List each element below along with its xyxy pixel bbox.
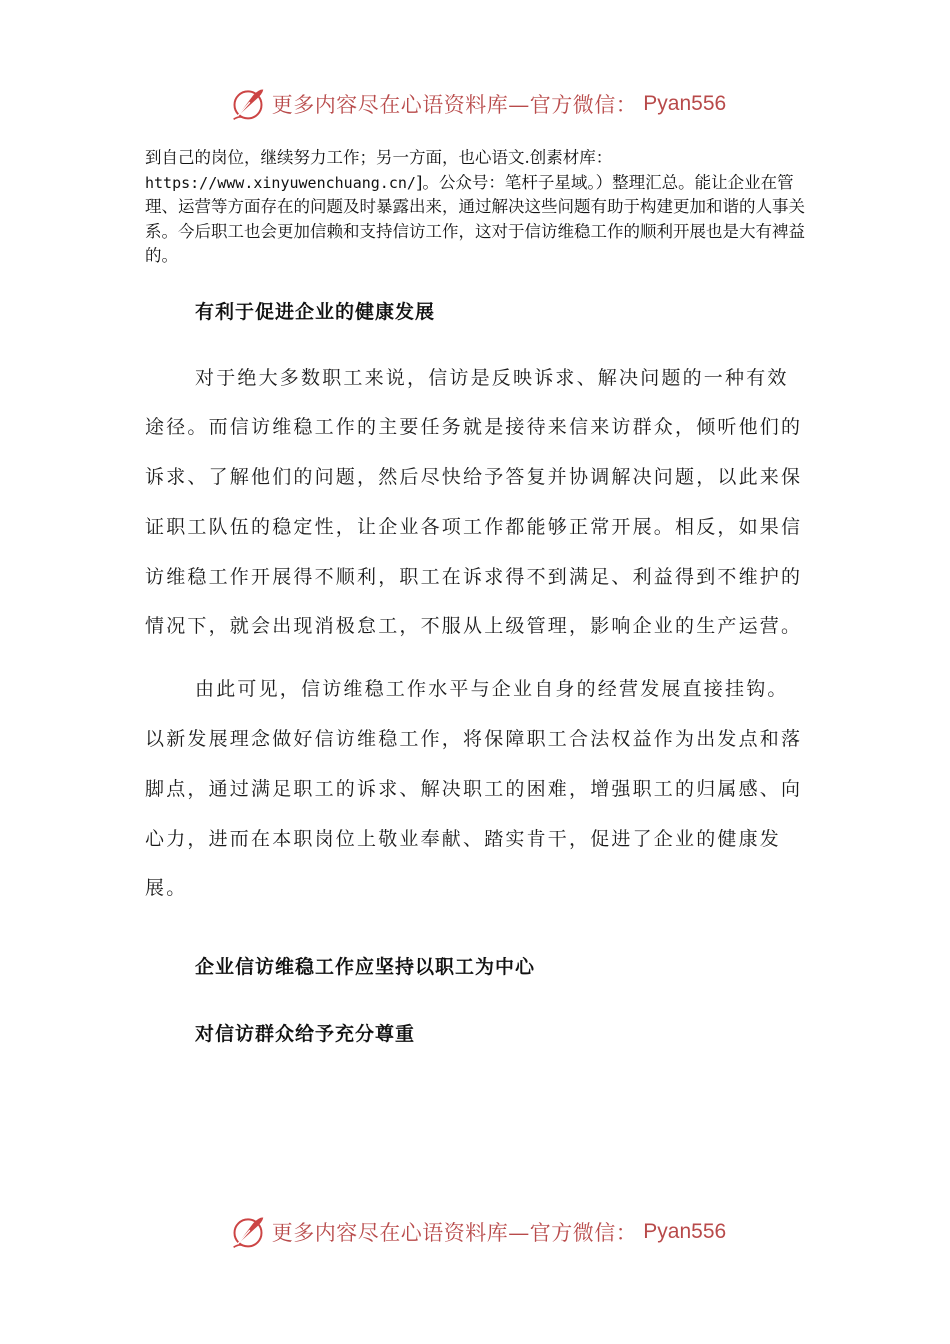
section-heading-respect-petitioners: 对信访群众给予充分尊重	[195, 1023, 416, 1046]
quill-pen-logo-icon	[230, 1214, 266, 1250]
intro-paragraph	[145, 146, 805, 269]
body-paragraph-2: 由此可见，信访维稳工作水平与企业自身的经营发展直接挂钩。以新发展理念做好信访维稳工作，将保障职工合法权益作为出发点和落脚点，通过满足职工的诉求、解决职工的困难，增强职工的归属感、向心力，进而在本职岗位上敬业奉献、踏实肯干，促进了企业的健康发展。	[145, 678, 803, 900]
footer-watermark-banner	[0, 1210, 950, 1254]
section-heading-healthy-development: 有利于促进企业的健康发展	[195, 300, 436, 323]
quill-pen-logo-icon	[230, 86, 266, 122]
header-watermark-banner	[0, 82, 950, 126]
watermark-text: 更多内容尽在心语资料库—官方微信：	[271, 93, 638, 117]
document-body	[145, 146, 805, 1046]
wechat-id: Pyan556	[643, 1220, 727, 1243]
intro-text-part2: ]。公众号：笔杆子星域。）整理汇总。能让企业在管理、运营等方面存在的问题及时暴露出来，通过解决这些问题有助于构建更加和谐的人事关系。今后职工也会更加信赖和支持信访工作，这对于信访维稳工作的顺利开展也是大有裨益的。	[145, 172, 805, 265]
intro-url: https://www.xinyuwenchuang.cn/	[145, 173, 416, 192]
wechat-id: Pyan556	[643, 92, 727, 115]
section-heading-employee-centered: 企业信访维稳工作应坚持以职工为中心	[195, 956, 536, 979]
watermark-text: 更多内容尽在心语资料库—官方微信：	[271, 1221, 638, 1245]
body-paragraph-1: 对于绝大多数职工来说，信访是反映诉求、解决问题的一种有效途径。而信访维稳工作的主要任务就是接待来信来访群众，倾听他们的诉求、了解他们的问题，然后尽快给予答复并协调解决问题，以此来保证职工队伍的稳定性，让企业各项工作都能够正常开展。相反，如果信访维稳工作开展得不顺利，职工在诉求得不到满足、利益得到不维护的情况下，就会出现消极怠工，不服从上级管理，影响企业的生产运营。	[145, 366, 803, 638]
intro-text-part1: 到自己的岗位，继续努力工作；另一方面，也心语文.创素材库：	[145, 148, 613, 167]
